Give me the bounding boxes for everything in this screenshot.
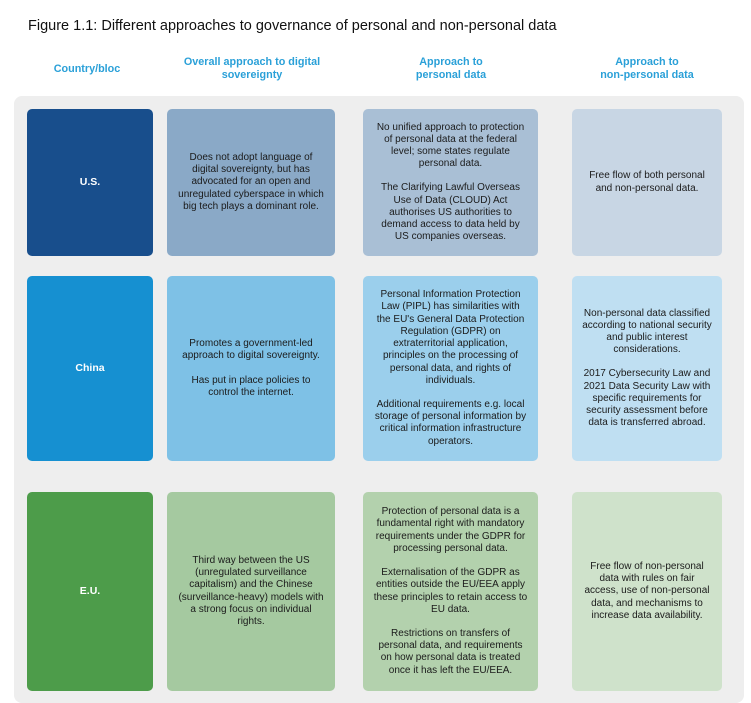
us-personal-cell	[363, 109, 538, 256]
header-sovereignty	[164, 56, 340, 82]
china-nonpersonal-text-2: 2017 Cybersecurity Law and 2021 Data Security Law with specific requirements for security assessment before data is transferred abroad.	[583, 368, 711, 429]
header-sovereignty-line2: sovereignty	[221, 69, 283, 81]
eu-sovereignty-text: Third way between the US (unregulated surveillance capitalism) and the Chinese (surveillance-heavy) models with a strong focus on individual rights.	[178, 554, 324, 627]
eu-personal-text-3: Restrictions on transfers of personal data, and requirements on how personal data is treated once it has left the EU/EEA.	[378, 627, 523, 676]
china-nonpersonal-text-1: Non-personal data classified according to national security and public interest considerations.	[582, 307, 712, 356]
header-personal-line1: Approach to	[419, 56, 483, 68]
china-personal-text-1: Personal Information Protection Law (PIPL) has similarities with the EU's General Data Protection Regulation (GDPR) on extraterritorial application, principles on the processing of personal data, and rights of individuals.	[376, 289, 525, 386]
figure-title: Figure 1.1: Different approaches to governance of personal and non-personal data	[28, 18, 557, 34]
china-sovereignty-text-2: Has put in place policies to control the internet.	[191, 374, 311, 398]
us-sovereignty-text: Does not adopt language of digital sovereignty, but has advocated for an open and unregulated cyberspace in which big tech plays a dominant role.	[178, 151, 324, 212]
country-eu-label: E.U.	[79, 585, 101, 598]
header-nonpersonal	[572, 56, 722, 82]
us-personal-text-1: No unified approach to protection of personal data at the federal level; some states regulate personal data.	[376, 121, 525, 170]
eu-personal-text-1: Protection of personal data is a fundamental right with mandatory requirements under the GDPR for processing personal data.	[375, 506, 526, 554]
china-sovereignty-text-1: Promotes a government-led approach to digital sovereignty.	[182, 338, 320, 362]
country-us-label: U.S.	[79, 176, 101, 189]
header-personal	[363, 56, 539, 82]
us-sovereignty-cell	[167, 109, 335, 256]
header-country-label: Country/bloc	[53, 63, 121, 75]
eu-nonpersonal-text: Free flow of non-personal data with rules on fair access, use of non-personal data, and mechanisms to increase data availability.	[584, 560, 710, 621]
header-nonpersonal-line2: non-personal data	[600, 69, 694, 81]
header-nonpersonal-line1: Approach to	[615, 56, 679, 68]
eu-personal-text-2: Externalisation of the GDPR as entities outside the EU/EEA apply these principles to retain access to EU data.	[373, 567, 528, 615]
header-sovereignty-line1: Overall approach to digital	[183, 56, 321, 68]
header-country	[28, 63, 146, 76]
china-personal-cell	[363, 276, 538, 461]
us-personal-text-2: The Clarifying Lawful Overseas Use of Data (CLOUD) Act authorises US authorities to demand access to data held by US companies overseas.	[381, 182, 520, 243]
eu-sovereignty-cell	[167, 492, 335, 691]
eu-nonpersonal-cell	[572, 492, 722, 691]
china-personal-text-2: Additional requirements e.g. local storage of personal information by critical information infrastructure operators.	[374, 398, 527, 447]
eu-personal-cell	[363, 492, 538, 691]
country-eu	[27, 492, 153, 691]
country-china-label: China	[75, 362, 105, 375]
us-nonpersonal-text: Free flow of both personal and non-personal data.	[589, 170, 705, 194]
country-china	[27, 276, 153, 461]
header-personal-line2: personal data	[415, 69, 487, 81]
china-nonpersonal-cell	[572, 276, 722, 461]
country-us	[27, 109, 153, 256]
us-nonpersonal-cell	[572, 109, 722, 256]
china-sovereignty-cell	[167, 276, 335, 461]
